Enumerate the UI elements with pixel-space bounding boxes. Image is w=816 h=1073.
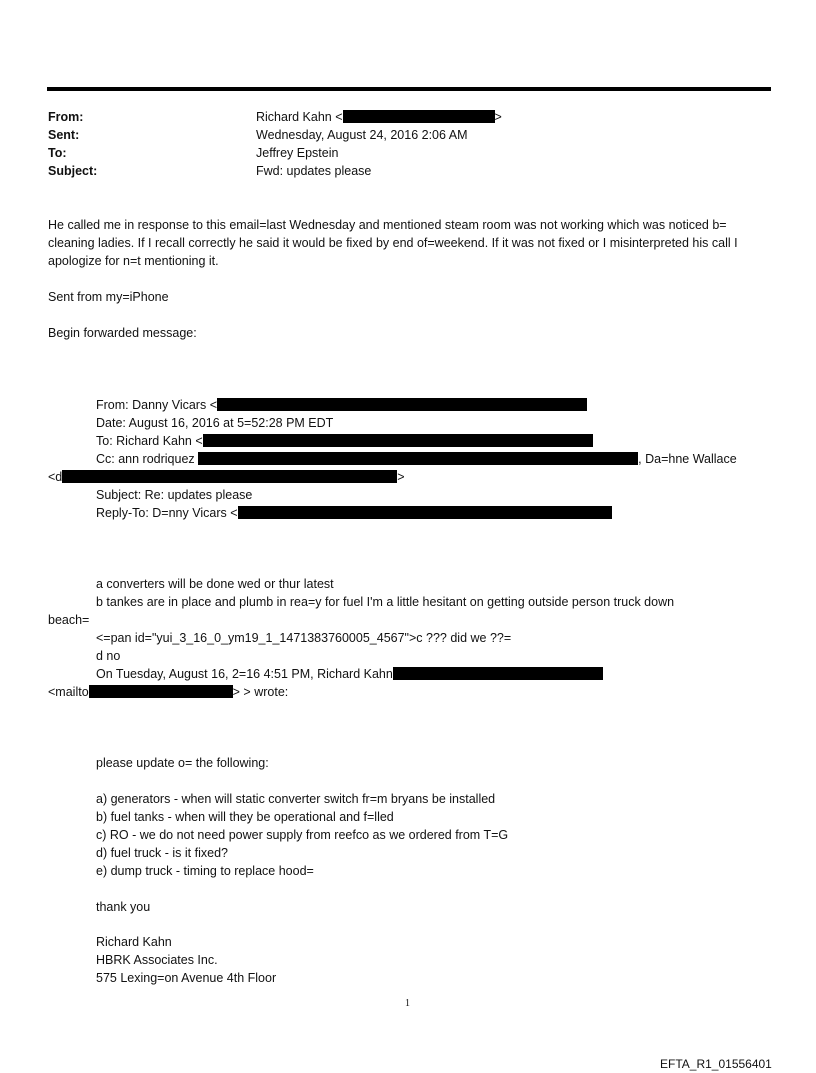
orig-item: b) fuel tanks - when will they be operational and f=lled: [96, 810, 394, 824]
redaction-bar: [217, 398, 587, 411]
from-value: [256, 108, 502, 126]
to-value: Jeffrey Epstein: [256, 146, 339, 160]
fwd-to: [96, 432, 593, 450]
subject-value: Fwd: updates please: [256, 164, 372, 178]
reply-mailto-end: > > wrote:: [232, 685, 289, 699]
reply-line-d: d no: [96, 649, 121, 663]
reply-line-a: a converters will be done wed or thur latest: [96, 577, 334, 591]
fwd-cc-start: Cc: ann rodriquez: [96, 452, 195, 466]
from-label: From:: [48, 110, 84, 124]
redaction-bar: [238, 506, 612, 519]
reply-line-b: b tankes are in place and plumb in rea=y for fuel I'm a little hesitant on getting outside person truck down: [96, 595, 675, 609]
redaction-bar: [62, 470, 397, 483]
sent-from: Sent from my=iPhone: [48, 290, 169, 304]
orig-item: e) dump truck - timing to replace hood=: [96, 864, 314, 878]
reply-on-line: [96, 665, 603, 683]
fwd-to-text: To: Richard Kahn <: [96, 434, 203, 448]
document-id: EFTA_R1_01556401: [660, 1057, 772, 1071]
sig-company: HBRK Associates Inc.: [96, 953, 218, 967]
fwd-cc-cont-end: >: [397, 470, 405, 484]
redaction-bar: [393, 667, 603, 680]
orig-item: c) RO - we do not need power supply from reefco as we ordered from T=G: [96, 828, 509, 842]
redaction-bar: [89, 685, 233, 698]
orig-intro: please update o= the following:: [96, 756, 269, 770]
fwd-cc-end: , Da=hne Wallace: [638, 452, 737, 466]
reply-mailto: [48, 683, 288, 701]
reply-on-text: On Tuesday, August 16, 2=16 4:51 PM, Richard Kahn: [96, 667, 393, 681]
reply-line-b-cont: beach=: [48, 613, 90, 627]
page-number: 1: [405, 998, 410, 1009]
from-name: Richard Kahn <: [256, 110, 343, 124]
fwd-from-text: From: Danny Vicars <: [96, 398, 217, 412]
fwd-date: Date: August 16, 2016 at 5=52:28 PM EDT: [96, 416, 334, 430]
subject-label: Subject:: [48, 164, 98, 178]
begin-forwarded: Begin forwarded message:: [48, 326, 197, 340]
sent-label: Sent:: [48, 128, 80, 142]
reply-line-c: <=pan id="yui_3_16_0_ym19_1_1471383760005_4567">c ??? did we ??=: [96, 631, 512, 645]
sent-value: Wednesday, August 24, 2016 2:06 AM: [256, 128, 468, 142]
reply-mailto-start: <mailto: [48, 685, 89, 699]
fwd-cc-cont: [48, 468, 405, 486]
fwd-cc: [96, 450, 737, 468]
from-close: >: [494, 110, 502, 124]
fwd-from: [96, 396, 587, 414]
orig-thanks: thank you: [96, 900, 151, 914]
redaction-bar: [203, 434, 593, 447]
to-label: To:: [48, 146, 67, 160]
redaction-bar: [198, 452, 638, 465]
fwd-cc-cont-start: <d: [48, 470, 63, 484]
fwd-reply-to-text: Reply-To: D=nny Vicars <: [96, 506, 238, 520]
orig-item: d) fuel truck - is it fixed?: [96, 846, 228, 860]
fwd-subject: Subject: Re: updates please: [96, 488, 253, 502]
sig-name: Richard Kahn: [96, 935, 172, 949]
redaction-bar: [343, 110, 495, 123]
body-paragraph: He called me in response to this email=last Wednesday and mentioned steam room was not working which was noticed b= cleaning ladies. If I recall correctly he said it would be fixed by end of=weekend. If it was not fixed or I misinterpreted his call I apologize for n=t mentioning it.: [48, 218, 738, 268]
sig-address: 575 Lexing=on Avenue 4th Floor: [96, 971, 277, 985]
fwd-reply-to: [96, 504, 612, 522]
orig-item: a) generators - when will static converter switch fr=m bryans be installed: [96, 792, 496, 806]
header-rule: [47, 87, 771, 91]
